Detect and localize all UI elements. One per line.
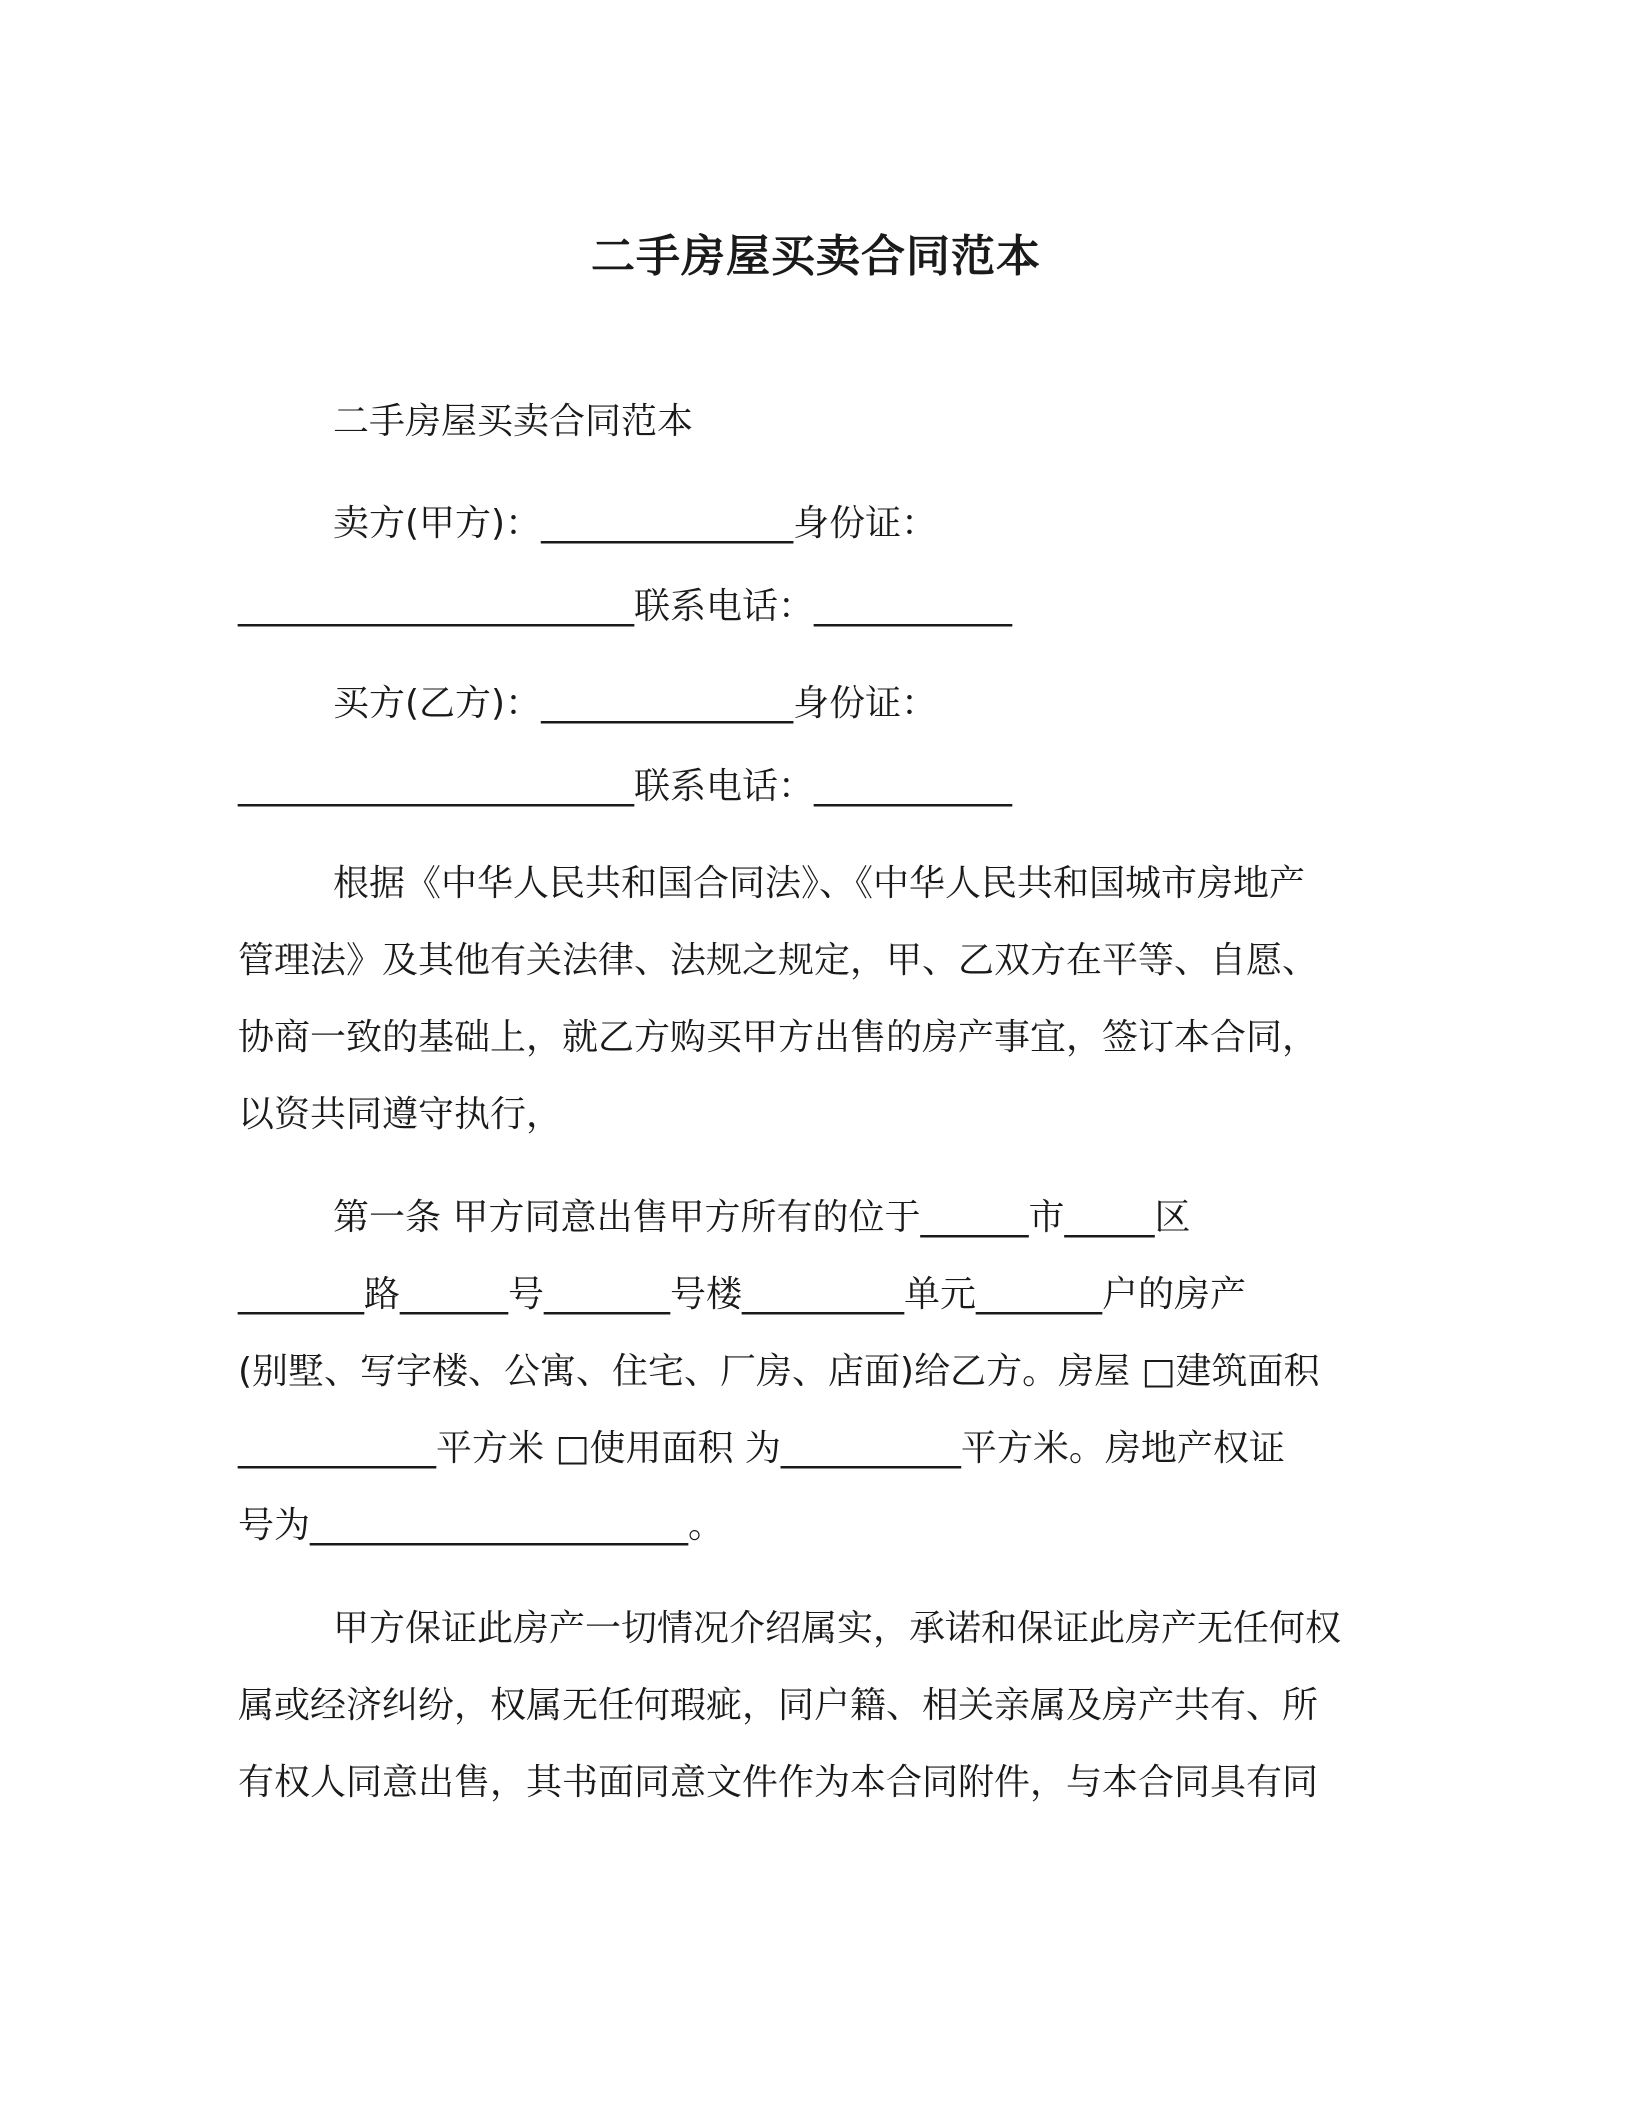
buyer-line: 买方(乙方)：______________身份证： bbox=[333, 683, 938, 724]
paragraph-line: 协商一致的基础上，就乙方购买甲方出售的房产事宜，签订本合同， bbox=[238, 1017, 1319, 1058]
guarantee-line: 甲方保证此房产一切情况介绍属实，承诺和保证此房产无任何权 bbox=[333, 1608, 1342, 1649]
paragraph-line: 管理法》及其他有关法律、法规之规定，甲、乙双方在平等、自愿、 bbox=[238, 940, 1319, 981]
seller-line: 卖方(甲方)：______________身份证： bbox=[333, 503, 938, 544]
guarantee-line: 属或经济纠纷，权属无任何瑕疵，同户籍、相关亲属及房产共有、所 bbox=[238, 1685, 1319, 1726]
seller-phone-line: ______________________联系电话：___________ bbox=[238, 586, 1013, 627]
article-1-line: _______路______号_______号楼_________单元_______户的房产 bbox=[238, 1274, 1247, 1315]
article-1-line: 第一条 甲方同意出售甲方所有的位于______市_____区 bbox=[333, 1197, 1191, 1238]
document-title: 二手房屋买卖合同范本 bbox=[591, 231, 1041, 282]
subtitle-line: 二手房屋买卖合同范本 bbox=[333, 401, 694, 442]
article-1-line: ___________平方米 □使用面积 为__________平方米。房地产权证 bbox=[238, 1428, 1285, 1469]
article-1-line: 号为_____________________。 bbox=[238, 1505, 725, 1546]
article-1-line: (别墅、写字楼、公寓、住宅、厂房、店面)给乙方。房屋 □建筑面积 bbox=[238, 1351, 1320, 1392]
guarantee-line: 有权人同意出售，其书面同意文件作为本合同附件，与本合同具有同 bbox=[238, 1762, 1319, 1803]
paragraph-line: 以资共同遵守执行， bbox=[238, 1094, 563, 1135]
buyer-phone-line: ______________________联系电话：___________ bbox=[238, 766, 1013, 807]
paragraph-line: 根据《中华人民共和国合同法》、《中华人民共和国城市房地产 bbox=[333, 863, 1306, 904]
